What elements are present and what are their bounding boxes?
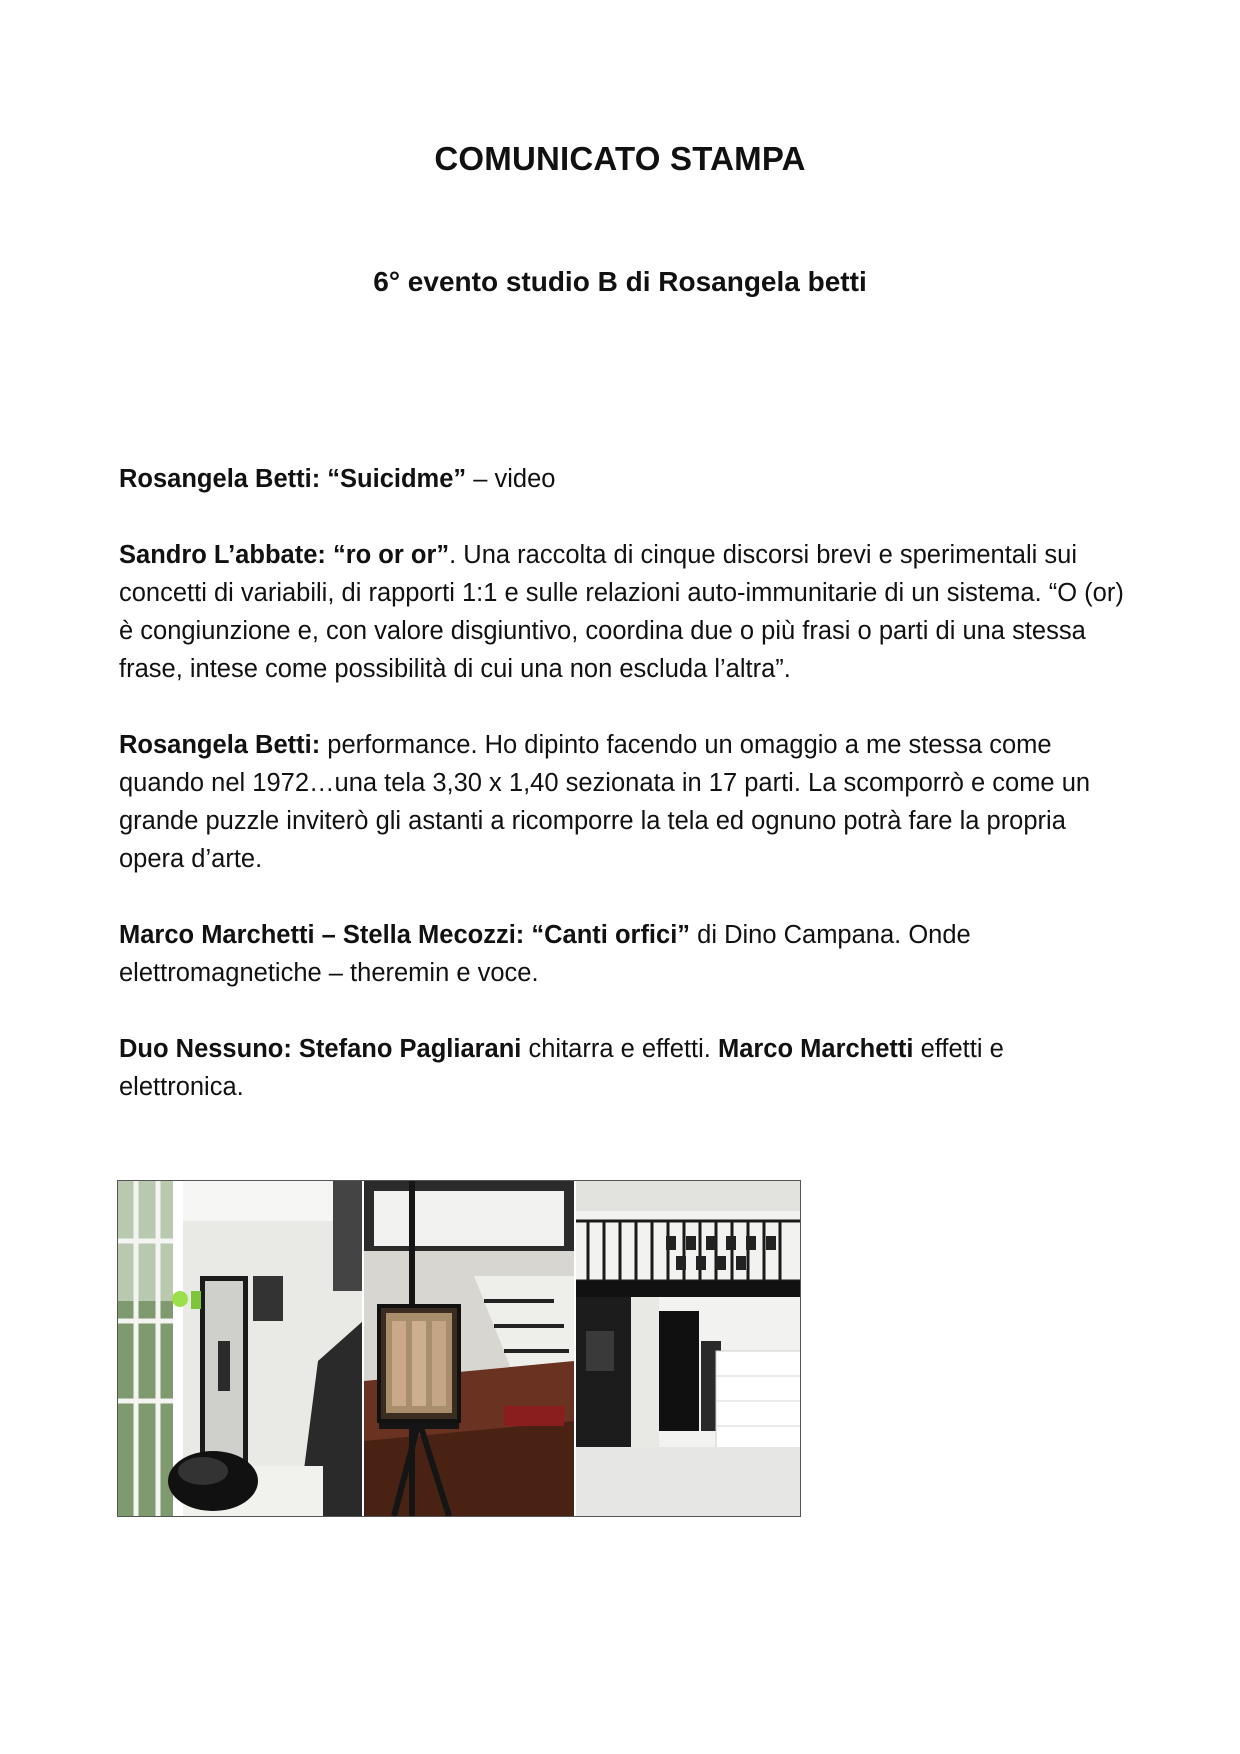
- paragraph-text: chitarra e effetti.: [521, 1035, 718, 1063]
- studio-easel-photo: [362, 1181, 573, 1516]
- paragraph-text: . Una raccolta di cinque discorsi brevi e sperimentali sui concetti di variabili, di rapporti 1:1 e sulle relazioni auto-immunitarie di un sistema. “O (or) è congiunzione e, con valore disgiuntivo, coordina due o più frasi o parti di una stessa frase, intese come possibilità di cui una non escluda l’altra”.: [119, 541, 1124, 683]
- studio-photo-strip: [117, 1180, 801, 1517]
- studio-entrance-photo: [118, 1181, 362, 1516]
- paragraph-performance: [119, 726, 1129, 878]
- event-subtitle: 6° evento studio B di Rosangela betti: [373, 266, 867, 297]
- paragraph-duo-nessuno: [119, 1030, 1129, 1106]
- paragraph-suicidme: [119, 460, 1129, 498]
- paragraph-heading: Sandro L’abbate: “ro or or”: [119, 541, 450, 569]
- paragraph-heading: Rosangela Betti:: [119, 731, 321, 759]
- paragraph-canti-orfici: [119, 916, 1129, 992]
- page-title: COMUNICATO STAMPA: [434, 140, 806, 177]
- paragraph-text-2: effetti e elettronica.: [119, 1035, 1004, 1101]
- paragraph-text: – video: [466, 465, 556, 493]
- paragraph-heading-2: Marco Marchetti: [717, 1035, 914, 1063]
- paragraph-text: performance. Ho dipinto facendo un omaggio a me stessa come quando nel 1972…una tela 3,30 x 1,40 sezionata in 17 parti. La scomporrò e come un grande puzzle inviterò gli astanti a ricomporre la tela ed ognuno potrà fare la propria opera d’arte.: [119, 731, 1091, 873]
- paragraph-ro-or-or: [119, 536, 1129, 688]
- body-text: [119, 460, 1129, 1144]
- paragraph-heading: Duo Nessuno: Stefano Pagliarani: [119, 1035, 522, 1063]
- paragraph-heading: Rosangela Betti: “Suicidme”: [119, 465, 467, 493]
- paragraph-text: di Dino Campana. Onde elettromagnetiche – theremin e voce.: [119, 921, 971, 987]
- studio-loft-photo: [574, 1181, 800, 1516]
- paragraph-heading: Marco Marchetti – Stella Mecozzi: “Canti orfici”: [119, 921, 691, 949]
